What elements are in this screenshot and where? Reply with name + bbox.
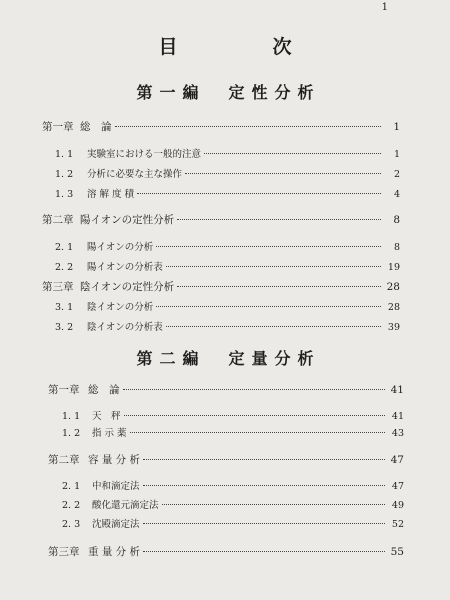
leader-dots — [177, 219, 381, 220]
entry-label: 容 量 分 析 — [88, 454, 141, 466]
toc-entry-chapter — [42, 119, 400, 134]
entry-label: 陰イオンの分析表 — [87, 322, 163, 333]
toc-entry-section — [55, 166, 400, 180]
entry-number: 1. 3 — [55, 189, 74, 200]
leader-dots — [185, 173, 381, 174]
toc-entry-section — [55, 299, 400, 313]
leader-dots — [156, 246, 381, 247]
entry-page: 28 — [386, 281, 400, 293]
entry-label: 溶 解 度 積 — [87, 189, 135, 200]
entry-label: 天 秤 — [92, 411, 121, 422]
entry-page: 47 — [390, 454, 404, 466]
entry-number: 2. 1 — [62, 481, 81, 492]
entry-number: 1. 1 — [62, 411, 81, 422]
entry-number: 第三章 — [48, 546, 80, 558]
toc-entry-section — [55, 239, 400, 253]
entry-number: 2. 2 — [55, 262, 74, 273]
entry-label: 陰イオンの分析 — [87, 302, 154, 313]
part2-heading: 第二編 定量分析 — [136, 349, 321, 368]
leader-dots — [177, 286, 381, 287]
toc-entry-section — [62, 425, 404, 439]
leader-dots — [166, 326, 381, 327]
entry-label: 陰イオンの定性分析 — [80, 281, 175, 293]
entry-page: 41 — [391, 411, 404, 422]
toc-entry-section — [55, 186, 400, 200]
entry-page: 1 — [393, 149, 400, 160]
entry-number: 第二章 — [42, 214, 74, 226]
entry-number: 第一章 — [48, 384, 80, 396]
leader-dots — [143, 485, 385, 486]
leader-dots — [143, 459, 385, 460]
leader-dots — [137, 193, 381, 194]
toc-entry-chapter — [42, 279, 400, 294]
entry-page: 47 — [391, 481, 404, 492]
entry-page: 41 — [390, 384, 404, 396]
toc-entry-section — [62, 478, 404, 492]
entry-number: 第三章 — [42, 281, 74, 293]
leader-dots — [143, 551, 385, 552]
entry-number: 2. 2 — [62, 500, 81, 511]
toc-entry-section — [55, 319, 400, 333]
entry-page: 8 — [393, 242, 400, 253]
toc-entry-chapter — [48, 382, 404, 397]
page-number: 1 — [381, 2, 388, 13]
leader-dots — [124, 415, 385, 416]
entry-number: 1. 2 — [55, 169, 74, 180]
part1-heading: 第一編 定性分析 — [136, 83, 321, 102]
entry-label: 実験室における一般的注意 — [87, 149, 202, 160]
entry-page: 1 — [393, 121, 400, 133]
entry-number: 3. 2 — [55, 322, 74, 333]
entry-number: 1. 2 — [62, 428, 81, 439]
entry-page: 2 — [393, 169, 400, 180]
entry-label: 陽イオンの定性分析 — [80, 214, 175, 226]
toc-entry-section — [62, 497, 404, 511]
leader-dots — [143, 523, 385, 524]
leader-dots — [123, 389, 386, 390]
toc-entry-chapter — [48, 544, 404, 559]
entry-number: 1. 1 — [55, 149, 74, 160]
entry-label: 酸化還元滴定法 — [92, 500, 159, 511]
toc-entry-chapter — [42, 212, 400, 227]
entry-page: 8 — [393, 214, 400, 226]
entry-label: 陽イオンの分析 — [87, 242, 154, 253]
entry-page: 49 — [391, 500, 404, 511]
entry-label: 陽イオンの分析表 — [87, 262, 163, 273]
entry-number: 第二章 — [48, 454, 80, 466]
entry-page: 28 — [387, 302, 400, 313]
entry-label: 重 量 分 析 — [88, 546, 141, 558]
toc-entry-chapter — [48, 452, 404, 467]
entry-page: 4 — [393, 189, 400, 200]
leader-dots — [156, 306, 381, 307]
entry-page: 55 — [390, 546, 404, 558]
leader-dots — [204, 153, 381, 154]
page-title: 目 次 — [158, 36, 330, 58]
entry-page: 19 — [387, 262, 400, 273]
entry-number: 3. 1 — [55, 302, 74, 313]
leader-dots — [166, 266, 381, 267]
entry-label: 中和滴定法 — [92, 481, 140, 492]
entry-label: 沈殿滴定法 — [92, 519, 140, 530]
entry-page: 52 — [391, 519, 404, 530]
entry-page: 39 — [387, 322, 400, 333]
toc-entry-section — [55, 146, 400, 160]
entry-number: 2. 1 — [55, 242, 74, 253]
entry-label: 指 示 薬 — [92, 428, 127, 439]
toc-entry-section — [55, 259, 400, 273]
leader-dots — [130, 432, 385, 433]
entry-number: 第一章 — [42, 121, 74, 133]
toc-entry-section — [62, 516, 404, 530]
leader-dots — [115, 126, 382, 127]
leader-dots — [162, 504, 385, 505]
entry-label: 総 論 — [88, 384, 120, 396]
entry-number: 2. 3 — [62, 519, 81, 530]
toc-entry-section — [62, 408, 404, 422]
entry-label: 総 論 — [80, 121, 112, 133]
entry-label: 分析に必要な主な操作 — [87, 169, 183, 180]
entry-page: 43 — [391, 428, 404, 439]
